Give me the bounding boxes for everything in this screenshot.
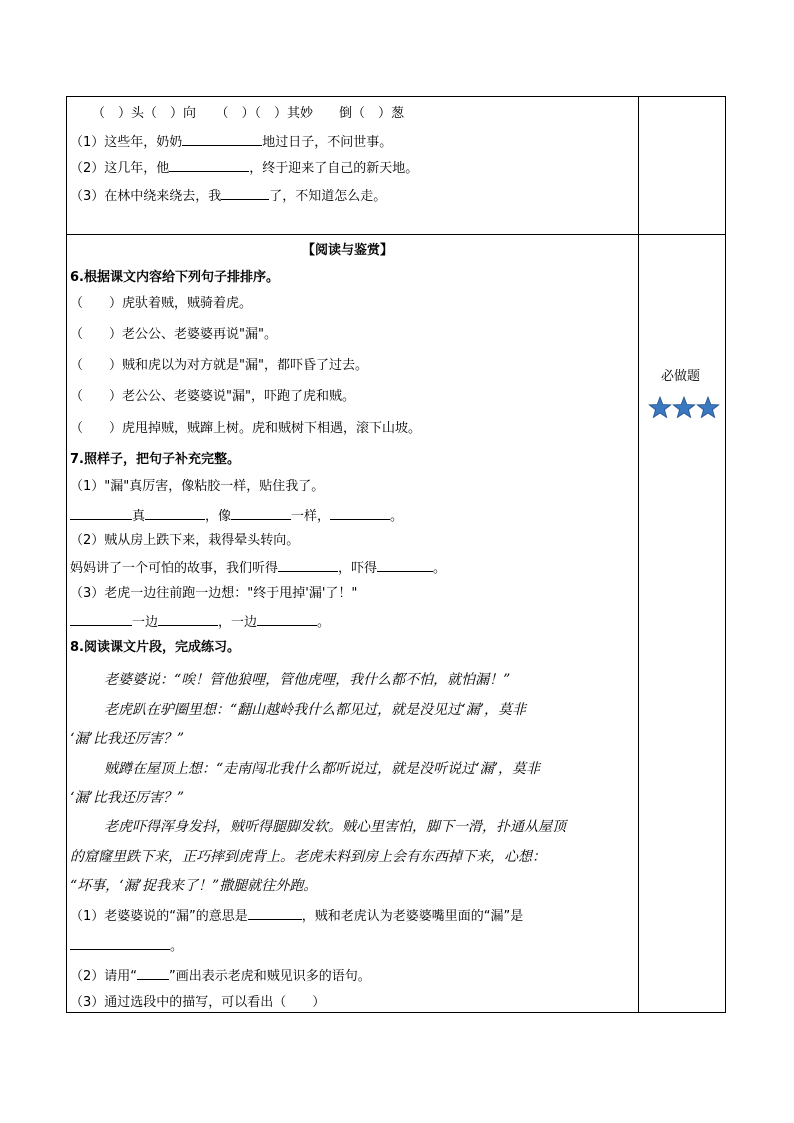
q6-item-3: （ ）贼和虎以为对方就是"漏"，都吓昏了过去。 [70,358,368,373]
answer-blank[interactable] [182,133,262,146]
answer-blank[interactable] [145,507,205,520]
passage-line: 老虎趴在驴圈里想：“翻山越岭我什么都见过，就是没见过‘漏’，莫非 [104,702,527,718]
answer-blank[interactable] [70,937,170,950]
passage-line: 老婆婆说：“唉！管他狼哩，管他虎哩，我什么都不怕，就怕漏！” [104,672,511,688]
q7-example-3: （3）老虎一边往前跑一边想："终于甩掉'漏'了！" [70,586,358,601]
answer-blank[interactable] [158,613,218,626]
passage-line: 老虎吓得浑身发抖，贼听得腿脚发软。贼心里害怕，脚下一滑，扑通从屋顶 [104,819,566,835]
side-label: 必做题 [661,369,701,384]
answer-blank[interactable] [221,187,269,200]
q8-question-1-cont: 。 [70,937,183,955]
three-stars-icon [648,396,720,420]
answer-blank[interactable] [278,559,338,572]
section-header: 【阅读与鉴赏】 [302,243,394,258]
underline-sample [137,967,169,980]
passage-line: ‘漏’比我还厉害？” [70,731,185,747]
row-divider [67,234,725,235]
q7-example-2: （2）贼从房上跌下来，栽得晕头转向。 [70,533,300,548]
q6-item-2: （ ）老公公、老婆婆再说"漏"。 [70,327,277,342]
answer-blank[interactable] [330,507,390,520]
q7-title: 7.照样子，把句子补充完整。 [70,452,240,467]
passage-line: ‘漏’比我还厉害？” [70,790,185,806]
passage-line: 贼蹲在屋顶上想：“走南闯北我什么都听说过，就是没听说过‘漏’，莫非 [104,761,541,777]
answer-blank[interactable] [231,507,291,520]
q6-title: 6.根据课文内容给下列句子排排序。 [70,270,279,285]
idiom-blanks-line: （ ）头（ ）向 （ ）（ ）其妙 倒（ ）葱 [92,106,405,121]
q7-example-1: （1）"漏"真厉害，像粘胶一样，贴住我了。 [70,479,325,494]
answer-blank[interactable] [70,613,132,626]
sentence-2: （2）这几年，他 ，终于迎来了自己的新天地。 [70,161,419,176]
answer-blank[interactable] [257,613,317,626]
passage-line: “坏事，‘漏’捉我来了！”撒腿就往外跑。 [70,878,318,894]
answer-blank[interactable] [248,907,302,920]
answer-blank[interactable] [377,559,433,572]
q7-fill-3: 一边 ，一边 。 [70,613,330,631]
worksheet-table [66,96,726,1013]
q8-title: 8.阅读课文片段，完成练习。 [70,640,240,655]
q6-item-4: （ ）老公公、老婆婆说"漏"，吓跑了虎和贼。 [70,389,355,404]
answer-blank[interactable] [169,159,249,172]
q6-item-5: （ ）虎甩掉贼，贼蹿上树。虎和贼树下相遇，滚下山坡。 [70,421,422,436]
q8-question-3: （3）通过选段中的描写，可以看出（ ） [70,995,326,1010]
sentence-1: （1）这些年，奶奶 地过日子，不问世事。 [70,135,393,150]
q6-item-1: （ ）虎驮着贼，贼骑着虎。 [70,296,253,311]
q8-question-2: （2）请用“ ”画出表示老虎和贼见识多的语句。 [70,969,371,984]
sentence-3: （3）在林中绕来绕去，我 了，不知道怎么走。 [70,189,387,204]
q7-fill-1: 真 ，像 一样， 。 [70,507,403,525]
answer-blank[interactable] [70,507,132,520]
q8-question-1: （1）老婆婆说的“漏”的意思是 ，贼和老虎认为老婆婆嘴里面的“漏”是 [70,909,524,924]
passage-line: 的窟窿里跌下来，正巧摔到虎背上。老虎未料到房上会有东西掉下来，心想： [70,849,546,865]
q7-fill-2: 妈妈讲了一个可怕的故事，我们听得 ，吓得 。 [70,561,447,576]
